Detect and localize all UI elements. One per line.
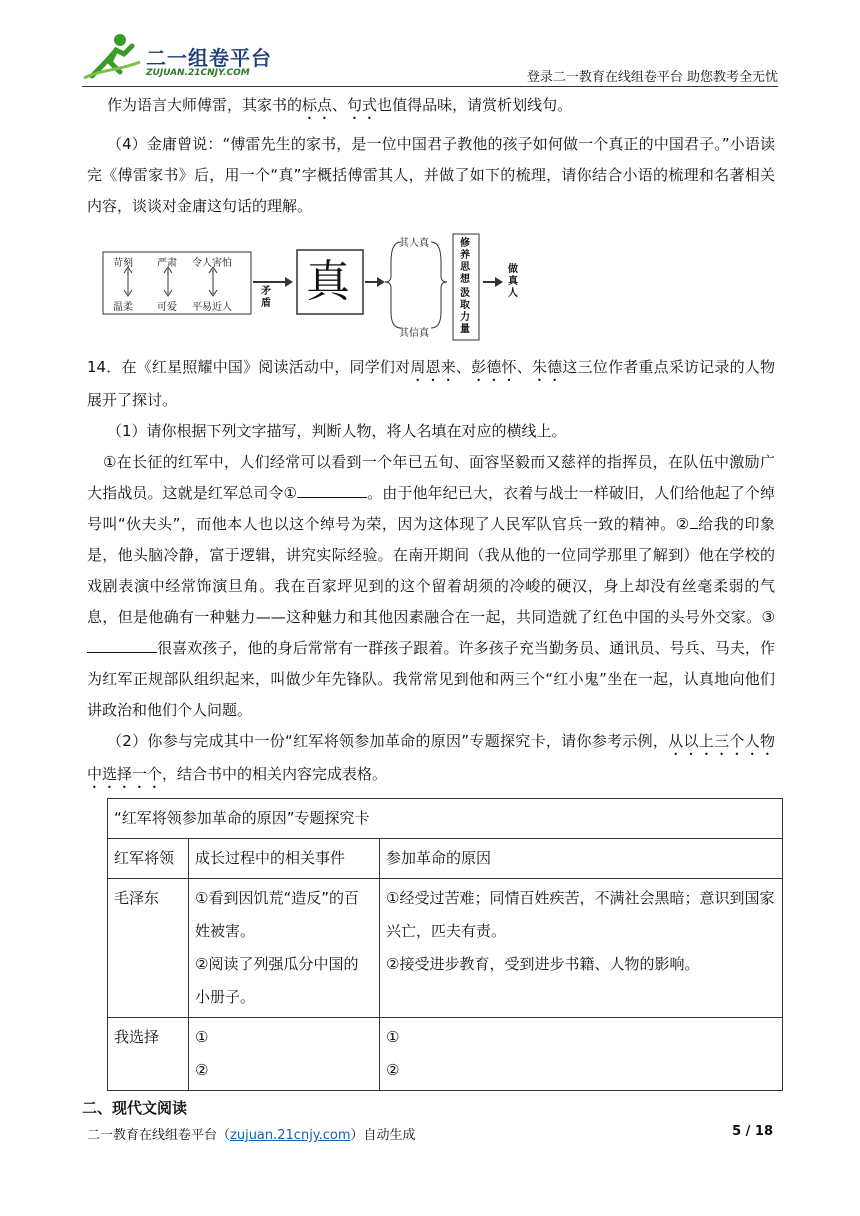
header-slogan: 登录二一教育在线组卷平台 助您教考全无忧 xyxy=(526,70,778,85)
page-number: 5 / 18 xyxy=(732,1124,773,1139)
answer-blank-3[interactable] xyxy=(87,634,157,653)
runner-logo-icon xyxy=(80,32,144,82)
table-header-events: 成长过程中的相关事件 xyxy=(189,839,380,879)
table-title: “红军将领参加革命的原因”专题探究卡 xyxy=(108,799,783,839)
row1-reasons: ①经受过苦难；同情百姓疾苦，不满社会黑暗；意识到国家兴亡，匹夫有责。 ②接受进步教育，受到进步书籍、人物的影响。 xyxy=(380,879,783,1018)
diagram-top-label-2: 严肃 xyxy=(157,258,177,269)
answer-blank-2[interactable] xyxy=(690,510,698,529)
row1-name: 毛泽东 xyxy=(108,879,189,1018)
row2-name: 我选择 xyxy=(108,1018,189,1091)
fu-lei-diagram xyxy=(101,232,561,344)
logo-title: 二一组卷平台 xyxy=(146,46,272,70)
diagram-result: 做真人 xyxy=(508,264,518,299)
logo xyxy=(80,32,270,82)
header-divider xyxy=(82,86,778,87)
diagram-top-label-3: 令人害怕 xyxy=(192,258,232,269)
diagram-box-b: 汲取力量 xyxy=(460,288,470,335)
logo-subtitle: ZUJUAN.21CNJY.COM xyxy=(146,68,250,78)
intro-paragraph: 作为语言大师傅雷，其家书的标点、句式也值得品味，请赏析划线句。 xyxy=(107,96,573,114)
footer-source: 二一教育在线组卷平台（zujuan.21cnjy.com）自动生成 xyxy=(87,1128,416,1143)
exploration-card-table xyxy=(107,798,783,1091)
passage: ①在长征的红军中，人们经常可以看到一个年已五旬、面容坚毅而又慈祥的指挥员，在队伍中激励广大指战员。这就是红军总司令① 。由于他年纪已大，衣着与战士一样破旧，人们给他起了个绰号叫“伙夫头”，而他本人也以这个绰号为荣，因为这体现了人民军队官兵一致的精神。② 给我的印象是，他头脑冷静，富于逻辑，讲究实际经验。在南开期间（我从他的一位同学那里了解到）他在学校的戏剧表演中经常饰演旦角。我在百家坪见到的这个留着胡须的冷峻的硬汉，身上却没有丝毫柔弱的气息，但是他确有一种魅力——这种魅力和其他因素融合在一起，共同造就了红色中国的头号外交家。③很喜欢孩子，他的身后常常有一群孩子跟着。许多孩子充当勤务员、通讯员、号兵、马夫，作为红军正规部队组织起来，叫做少年先锋队。我常常见到他和两三个“红小鬼”坐在一起，认真地向他们讲政治和他们个人问题。 xyxy=(87,453,775,719)
answer-blank-1[interactable] xyxy=(297,479,367,498)
diagram-box-a: 修养思想 xyxy=(460,238,470,285)
diagram-bottom-label-2: 可爱 xyxy=(157,302,177,313)
diagram-bottom-label-1: 温柔 xyxy=(113,302,133,313)
section-heading: 二、现代文阅读 xyxy=(82,1099,188,1117)
diagram-branch-top: 其人真 xyxy=(399,238,429,249)
diagram-top-label-1: 苛刻 xyxy=(113,258,133,269)
row2-events-answer[interactable]: ① ② xyxy=(189,1018,380,1091)
table-header-general: 红军将领 xyxy=(108,839,189,879)
question-14: 14．在《红星照耀中国》阅读活动中，同学们对周恩来、彭德怀、朱德这三位作者重点采访记录的人物展开了探讨。 xyxy=(87,358,775,409)
table-row xyxy=(108,879,783,1018)
question-4: （4）金庸曾说：“傅雷先生的家书，是一位中国君子教他的孩子如何做一个真正的中国君子。”小语读完《傅雷家书》后，用一个“真”字概括傅雷其人，并做了如下的梳理，请你结合小语的梳理和名著相关内容，谈谈对金庸这句话的理解。 xyxy=(87,135,775,215)
question-14-part-1: （1）请你根据下列文字描写，判断人物，将人名填在对应的横线上。 xyxy=(107,422,567,440)
table-header-reasons: 参加革命的原因 xyxy=(380,839,783,879)
row2-reasons-answer[interactable]: ① ② xyxy=(380,1018,783,1091)
diagram-center-char: 真 xyxy=(306,256,350,307)
table-row xyxy=(108,1018,783,1091)
diagram-conflict-label: 矛盾 xyxy=(261,286,271,309)
question-14-part-2: （2）你参与完成其中一份“红军将领参加革命的原因”专题探究卡，请你参考示例，从以上三个人物中选择一个，结合书中的相关内容完成表格。 xyxy=(87,732,775,783)
page-header xyxy=(0,0,860,90)
page-content xyxy=(82,90,775,1124)
row1-events: ①看到因饥荒“造反”的百姓被害。 ②阅读了列强瓜分中国的小册子。 xyxy=(189,879,380,1018)
footer-url-link[interactable]: zujuan.21cnjy.com xyxy=(230,1128,351,1143)
diagram-bottom-label-3: 平易近人 xyxy=(192,302,232,313)
diagram-branch-bottom: 其信真 xyxy=(399,328,429,339)
